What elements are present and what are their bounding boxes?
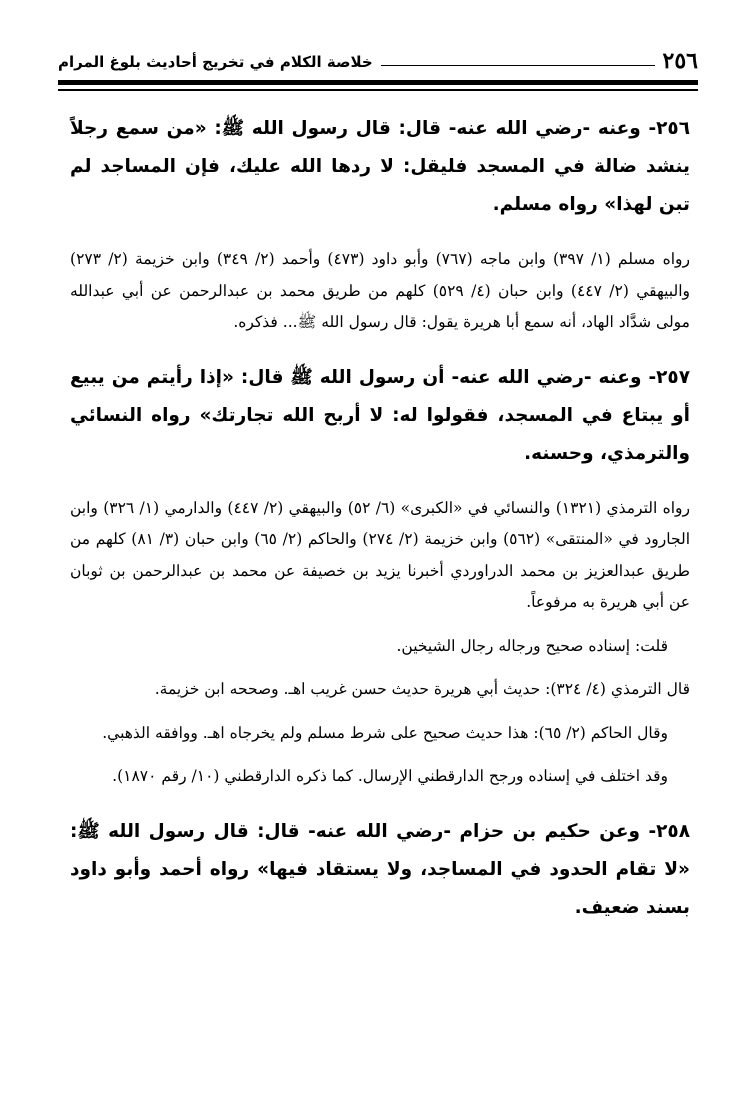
page-number: ٢٥٦ [662,48,698,74]
header-line [381,65,655,66]
page-body [70,110,690,947]
header-rule-thin [58,89,698,91]
running-title: خلاصة الكلام في تخريج أحاديث بلوغ المرام [58,53,373,71]
hadith-256: ٢٥٦- وعنه -رضي الله عنه- قال: قال رسول الله ﷺ: «من سمع رجلاً ينشد ضالة في المسجد فليقل: لا ردها الله عليك، فإن المساجد لم تبن لهذا» رواه مسلم. [70,118,690,215]
hadith-257: ٢٥٧- وعنه -رضي الله عنه- أن رسول الله ﷺ قال: «إذا رأيتم من يبيع أو يبتاع في المسجد، فقولوا له: لا أربح الله تجارتك» رواه النسائي والترمذي، وحسنه. [70,366,690,464]
note-daraqutni: وقد اختلف في إسناده ورجح الدارقطني الإرسال. كما ذكره الدارقطني (١٠/ رقم ١٨٧٠). [112,767,668,785]
note-isnad: قلت: إسناده صحيح ورجاله رجال الشيخين. [396,636,668,655]
note-hakim: وقال الحاكم (٢/ ٦٥): هذا حديث صحيح على شرط مسلم ولم يخرجاه اهـ. ووافقه الذهبي. [102,723,668,742]
header-rule-thick [58,80,698,85]
note-tirmidhi: قال الترمذي (٤/ ٣٢٤): حديث أبي هريرة حديث حسن غريب اهـ. وصححه ابن خزيمة. [154,680,690,698]
page-header [58,36,698,76]
takhrij-257: رواه الترمذي (١٣٢١) والنسائي في «الكبرى» (٦/ ٥٢) والبيهقي (٢/ ٤٤٧) والدارمي (١/ ٣٢٦) وابن الجارود في «المنتقى» (٥٦٢) وابن خزيمة (٢/ ٢٧٤) والحاكم (٢/ ٦٥) وابن حبان (٣/ ٨١) كلهم من طريق عبدالعزيز بن محمد الدراوردي أخبرنا يزيد بن خصيفة عن محمد بن عبدالرحمن بن ثوبان عن أبي هريرة به مرفوعاً. [70,498,691,611]
hadith-258: ٢٥٨- وعن حكيم بن حزام -رضي الله عنه- قال: قال رسول الله ﷺ: «لا تقام الحدود في المساجد، ولا يستقاد فيها» رواه أحمد وأبو داود بسند ضعيف. [70,820,690,918]
takhrij-256: رواه مسلم (١/ ٣٩٧) وابن ماجه (٧٦٧) وأبو داود (٤٧٣) وأحمد (٢/ ٣٤٩) وابن خزيمة (٢/ ٢٧٣) والبيهقي (٢/ ٤٤٧) وابن حبان (٤/ ٥٢٩) كلهم من طريق محمد بن عبدالرحمن عن أبي عبدالله مولى شدَّاد الهاد، أنه سمع أبا هريرة يقول: قال رسول الله ﷺ... فذكره. [70,250,691,331]
